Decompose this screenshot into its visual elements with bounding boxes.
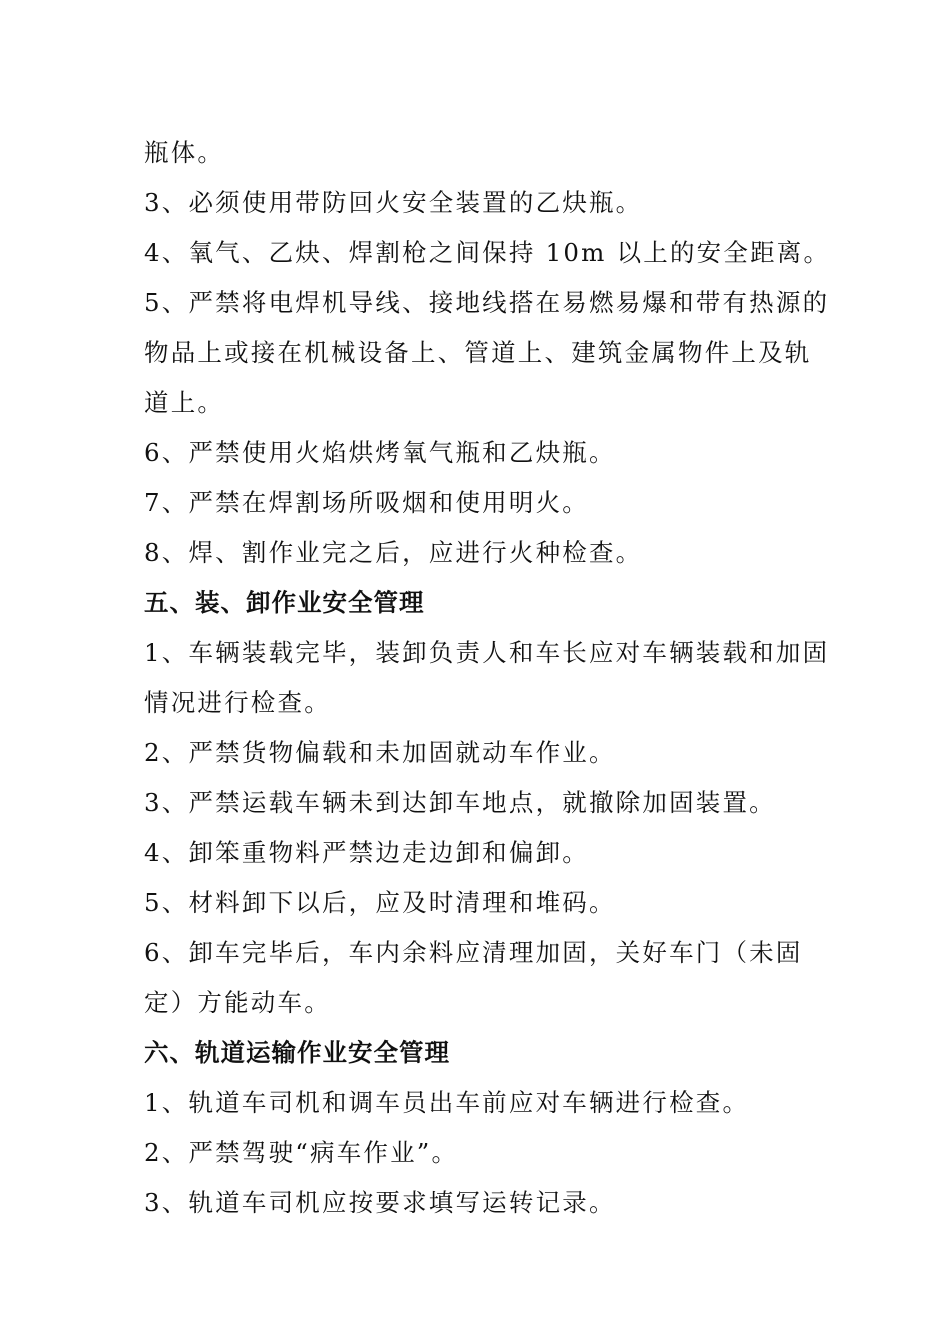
section-heading: 五、装、卸作业安全管理 bbox=[144, 588, 425, 617]
paragraph-line: 物品上或接在机械设备上、管道上、建筑金属物件上及轨 bbox=[144, 338, 812, 367]
paragraph-line: 5、材料卸下以后，应及时清理和堆码。 bbox=[144, 888, 616, 917]
document-body bbox=[144, 128, 831, 1228]
paragraph-line: 3、严禁运载车辆未到达卸车地点，就撤除加固装置。 bbox=[144, 788, 776, 817]
paragraph-line: 2、严禁货物偏载和未加固就动车作业。 bbox=[144, 738, 616, 767]
paragraph-line: 瓶体。 bbox=[144, 138, 225, 167]
paragraph-line: 6、卸车完毕后，车内余料应清理加固，关好车门（未固 bbox=[144, 938, 803, 967]
paragraph-line: 8、焊、割作业完之后，应进行火种检查。 bbox=[144, 538, 643, 567]
paragraph-line: 情况进行检查。 bbox=[144, 688, 331, 717]
paragraph-line: 2、严禁驾驶“病车作业”。 bbox=[144, 1138, 459, 1167]
section-heading: 六、轨道运输作业安全管理 bbox=[144, 1038, 450, 1067]
paragraph-line: 6、严禁使用火焰烘烤氧气瓶和乙炔瓶。 bbox=[144, 438, 616, 467]
paragraph-line: 3、轨道车司机应按要求填写运转记录。 bbox=[144, 1188, 616, 1217]
paragraph-line: 3、必须使用带防回火安全装置的乙炔瓶。 bbox=[144, 188, 643, 217]
paragraph-line: 4、卸笨重物料严禁边走边卸和偏卸。 bbox=[144, 838, 589, 867]
paragraph-line: 1、车辆装载完毕，装卸负责人和车长应对车辆装载和加固 bbox=[144, 638, 830, 667]
paragraph-line: 7、严禁在焊割场所吸烟和使用明火。 bbox=[144, 488, 589, 517]
paragraph-line: 5、严禁将电焊机导线、接地线搭在易燃易爆和带有热源的 bbox=[144, 288, 830, 317]
paragraph-line: 1、轨道车司机和调车员出车前应对车辆进行检查。 bbox=[144, 1088, 750, 1117]
paragraph-line: 定）方能动车。 bbox=[144, 988, 331, 1017]
paragraph-line: 道上。 bbox=[144, 388, 225, 417]
paragraph-line: 4、氧气、乙炔、焊割枪之间保持 10m 以上的安全距离。 bbox=[144, 238, 831, 267]
